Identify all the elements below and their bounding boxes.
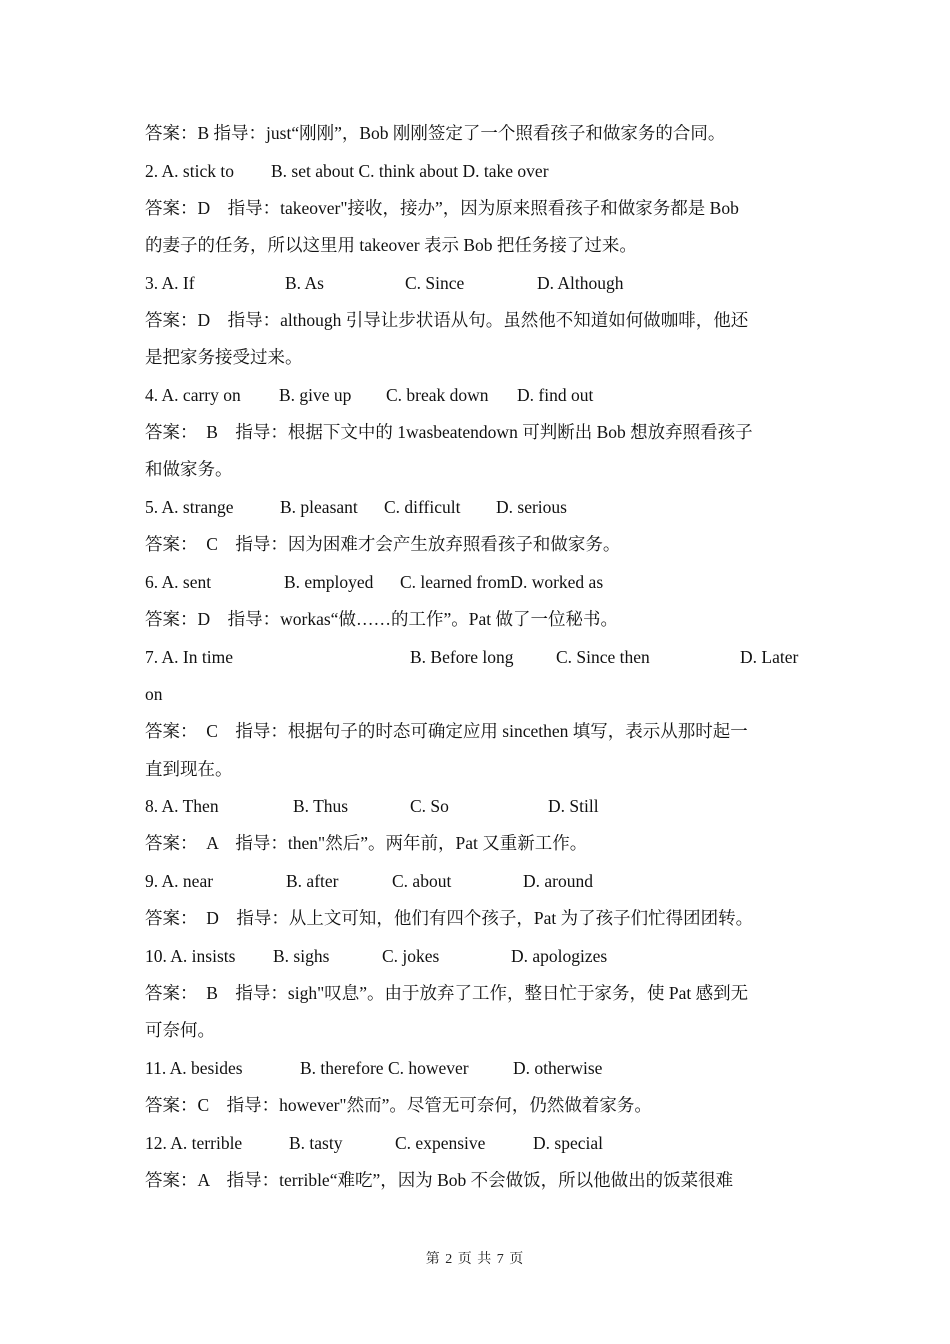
answer-2-cont: 的妻子的任务，所以这里用 takeover 表示 Bob 把任务接了过来。 bbox=[145, 235, 637, 255]
q11-option-d: D. otherwise bbox=[513, 1058, 603, 1078]
q5-option-a: 5. A. strange bbox=[145, 497, 234, 517]
q4-option-b: B. give up bbox=[279, 385, 352, 405]
q3-option-b: B. As bbox=[285, 273, 324, 293]
q3-option-a: 3. A. If bbox=[145, 273, 195, 293]
answer-3-cont: 是把家务接受过来。 bbox=[145, 347, 303, 367]
question-7-options-cont: on bbox=[145, 684, 163, 704]
q7-option-c: C. Since then bbox=[556, 647, 650, 667]
page-footer: 第 2 页 共 7 页 bbox=[425, 1252, 525, 1267]
answer-2: 答案：D 指导：takeover"接收，接办”，因为原来照看孩子和做家务都是 Bob bbox=[145, 198, 739, 218]
q3-option-d: D. Although bbox=[537, 273, 624, 293]
q5-option-b: B. pleasant bbox=[280, 497, 358, 517]
answer-7-cont: 直到现在。 bbox=[145, 759, 233, 779]
q4-option-c: C. break down bbox=[386, 385, 489, 405]
answer-4-cont: 和做家务。 bbox=[145, 459, 233, 479]
answer-6: 答案：D 指导：workas“做……的工作”。Pat 做了一位秘书。 bbox=[145, 609, 618, 629]
q4-option-a: 4. A. carry on bbox=[145, 385, 241, 405]
q4-option-d: D. find out bbox=[517, 385, 594, 405]
answer-10-cont: 可奈何。 bbox=[145, 1020, 215, 1040]
answer-4: 答案： B 指导：根据下文中的 1wasbeatendown 可判断出 Bob 想放弃照看孩子 bbox=[145, 422, 753, 442]
q12-option-a: 12. A. terrible bbox=[145, 1133, 243, 1153]
q8-option-d: D. Still bbox=[548, 796, 599, 816]
q10-option-a: 10. A. insists bbox=[145, 946, 236, 966]
answer-9: 答案： D 指导：从上文可知，他们有四个孩子，Pat 为了孩子们忙得团团转。 bbox=[145, 908, 754, 928]
q7-option-d: D. Later bbox=[740, 647, 799, 667]
q5-option-c: C. difficult bbox=[384, 497, 461, 517]
answer-3: 答案：D 指导：although 引导让步状语从句。虽然他不知道如何做咖啡，他还 bbox=[145, 310, 749, 330]
q12-option-d: D. special bbox=[533, 1133, 603, 1153]
q9-option-a: 9. A. near bbox=[145, 871, 214, 891]
q10-option-b: B. sighs bbox=[273, 946, 330, 966]
answer-12: 答案：A 指导：terrible“难吃”，因为 Bob 不会做饭，所以他做出的饭菜很难 bbox=[145, 1170, 734, 1190]
q8-option-c: C. So bbox=[410, 796, 449, 816]
q8-option-b: B. Thus bbox=[293, 796, 349, 816]
q6-option-a: 6. A. sent bbox=[145, 572, 212, 592]
q12-option-b: B. tasty bbox=[289, 1133, 343, 1153]
q8-option-a: 8. A. Then bbox=[145, 796, 219, 816]
q2-options-bcd: B. set about C. think about D. take over bbox=[271, 161, 549, 181]
q5-option-d: D. serious bbox=[496, 497, 567, 517]
answer-7: 答案： C 指导：根据句子的时态可确定应用 sincethen 填写，表示从那时起一 bbox=[145, 721, 748, 741]
q6-option-b: B. employed bbox=[284, 572, 374, 592]
answer-5: 答案： C 指导：因为困难才会产生放弃照看孩子和做家务。 bbox=[145, 534, 621, 554]
q10-option-c: C. jokes bbox=[382, 946, 440, 966]
q12-option-c: C. expensive bbox=[395, 1133, 486, 1153]
q11-options-bc: B. therefore C. however bbox=[300, 1058, 469, 1078]
answer-11: 答案：C 指导：however"然而”。尽管无可奈何，仍然做着家务。 bbox=[145, 1095, 652, 1115]
q9-option-c: C. about bbox=[392, 871, 452, 891]
q10-option-d: D. apologizes bbox=[511, 946, 608, 966]
q6-options-cd: C. learned fromD. worked as bbox=[400, 572, 604, 592]
q2-option-a: 2. A. stick to bbox=[145, 161, 234, 181]
q7-option-a: 7. A. In time bbox=[145, 647, 233, 667]
answer-1: 答案：B 指导：just“刚刚”，Bob 刚刚签定了一个照看孩子和做家务的合同。 bbox=[145, 123, 726, 143]
q11-option-a: 11. A. besides bbox=[145, 1058, 243, 1078]
answer-10: 答案： B 指导：sigh"叹息”。由于放弃了工作，整日忙于家务，使 Pat 感到无 bbox=[145, 983, 749, 1003]
q9-option-b: B. after bbox=[286, 871, 339, 891]
q9-option-d: D. around bbox=[523, 871, 593, 891]
q7-option-b: B. Before long bbox=[410, 647, 514, 667]
answer-8: 答案： A 指导：then"然后”。两年前，Pat 又重新工作。 bbox=[145, 833, 588, 853]
q3-option-c: C. Since bbox=[405, 273, 465, 293]
